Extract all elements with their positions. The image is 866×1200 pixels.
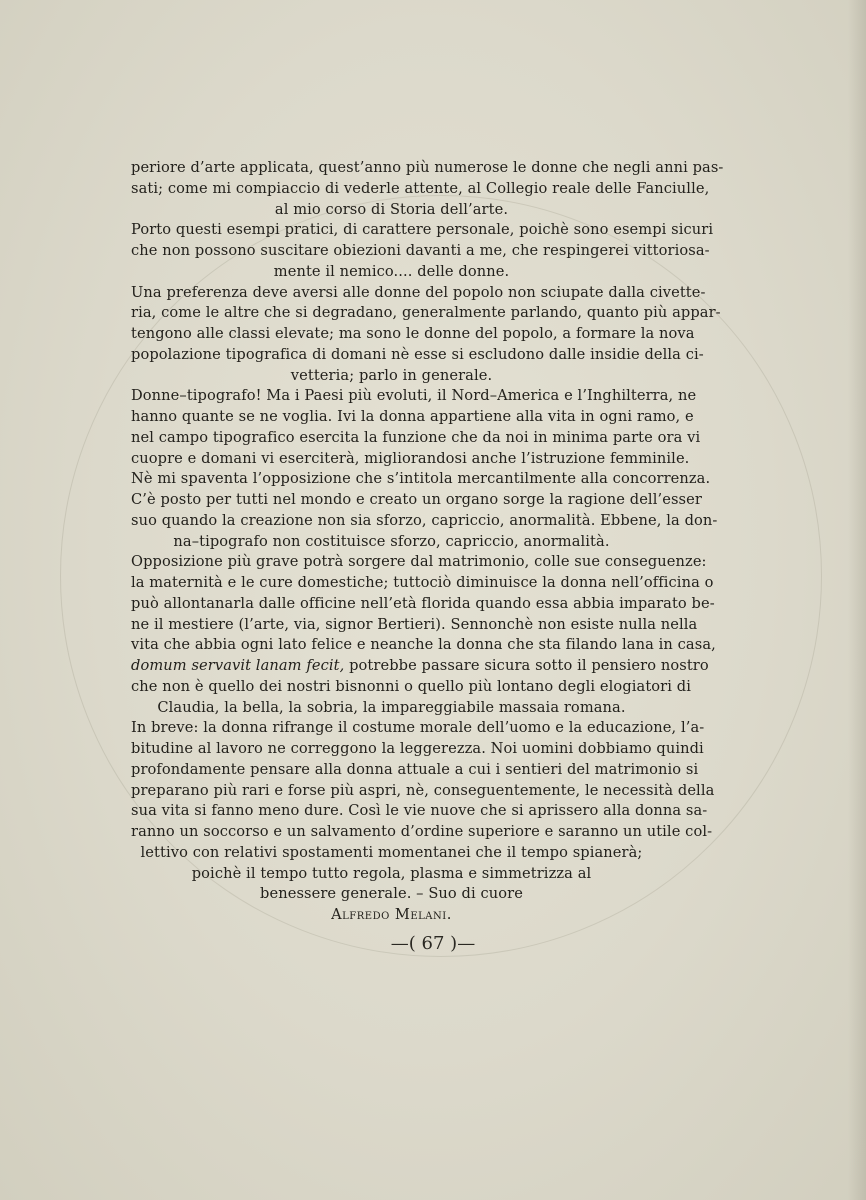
- text-line: In breve: la donna rifrange il costume morale dell’uomo e la educazione, l’a-: [131, 719, 705, 737]
- text-line: Claudia, la bella, la sobria, la impareggiabile massaia romana.: [157, 698, 626, 716]
- text-line: Una preferenza deve aversi alle donne del popolo non sciupate dalla civette-: [131, 283, 706, 301]
- text-line: lettivo con relativi spostamenti momentanei che il tempo spianerà;: [140, 843, 643, 861]
- text-line: bitudine al lavoro ne correggono la leggerezza. Noi uomini dobbiamo quindi: [131, 740, 704, 757]
- paragraph-7: [131, 718, 715, 926]
- paragraph-6: [131, 552, 716, 718]
- page-number: —( 67 )—: [390, 933, 476, 954]
- text-line: che non possono suscitare obiezioni davanti a me, che respingerei vittoriosa-: [131, 242, 710, 259]
- text-line: popolazione tipografica di domani nè esse si escludono dalle insidie della ci-: [131, 345, 704, 363]
- text-line: tengono alle classi elevate; ma sono le donne del popolo, a formare la nova: [131, 325, 695, 342]
- text-line: preparano più rari e forse più aspri, nè, conseguentemente, le necessità della: [131, 781, 715, 799]
- author-signature: Alfredo Melani.: [331, 906, 452, 923]
- text-line: cuopre e domani vi eserciterà, migliorandosi anche l’istruzione femminile.: [131, 449, 690, 467]
- paragraph-3: [131, 283, 721, 387]
- paragraph-1: [131, 158, 724, 220]
- text-line: hanno quante se ne voglia. Ivi la donna appartiene alla vita in ogni ramo, e: [131, 408, 694, 425]
- page-edge-shadow: [848, 0, 866, 1200]
- text-line: Nè mi spaventa l’opposizione che s’intitola mercantilmente alla concorrenza.: [131, 470, 711, 488]
- text-line: ranno un soccorso e un salvamento d’ordine superiore e saranno un utile col-: [131, 823, 713, 840]
- text-line: benessere generale. – Suo di cuore: [260, 885, 523, 903]
- text-line: suo quando la creazione non sia sforzo, capriccio, anormalità. Ebbene, la don-: [131, 511, 718, 529]
- latin-quote: domum servavit lanam fecit,: [131, 657, 345, 674]
- text-line: C’è posto per tutti nel mondo e creato un organo sorge la ragione dell’esser: [131, 491, 702, 508]
- text-line: poichè il tempo tutto regola, plasma e simmetrizza al: [191, 864, 592, 882]
- text-line: può allontanarla dalle officine nell’età florida quando essa abbia imparato be-: [131, 594, 715, 612]
- text-line: ne il mestiere (l’arte, via, signor Bertieri). Sennonchè non esiste nulla nella: [131, 615, 698, 633]
- text-line-with-latin-quote: [131, 656, 709, 677]
- text-line: Opposizione più grave potrà sorgere dal matrimonio, colle sue conseguenze:: [131, 553, 707, 571]
- text-line: che non è quello dei nostri bisnonni o quello più lontano degli elogiatori di: [131, 677, 691, 695]
- paragraph-5: [131, 469, 718, 552]
- text-fragment: potrebbe passare sicura sotto il pensiero nostro: [344, 657, 709, 674]
- text-line: Donne–tipografo! Ma i Paesi più evoluti, il Nord–America e l’Inghilterra, ne: [131, 387, 697, 405]
- text-line: profondamente pensare alla donna attuale a cui i sentieri del matrimonio si: [131, 760, 699, 778]
- text-line: vita che abbia ogni lato felice e neanche la donna che sta filando lana in casa,: [131, 636, 716, 654]
- text-line: mente il nemico.... delle donne.: [273, 262, 510, 280]
- paragraph-4: [131, 386, 701, 469]
- text-line: la maternità e le cure domestiche; tuttociò diminuisce la donna nell’officina o: [131, 574, 714, 591]
- text-line: sua vita si fanno meno dure. Così le vie nuove che si aprissero alla donna sa-: [131, 802, 708, 820]
- text-line: Porto questi esempi pratici, di carattere personale, poichè sono esempi sicuri: [131, 221, 714, 239]
- text-line: ria, come le altre che si degradano, generalmente parlando, quanto più appar-: [131, 304, 721, 322]
- text-line: nel campo tipografico esercita la funzione che da noi in minima parte ora vi: [131, 428, 701, 446]
- paragraph-2: [131, 220, 714, 282]
- body-text: [131, 158, 724, 926]
- text-line: na–tipografo non costituisce sforzo, capriccio, anormalità.: [173, 532, 610, 550]
- text-line: sati; come mi compiaccio di vederle attente, al Collegio reale delle Fanciulle,: [131, 179, 710, 197]
- text-line: vetteria; parlo in generale.: [290, 366, 493, 384]
- text-line: periore d’arte applicata, quest’anno più numerose le donne che negli anni pas-: [131, 159, 724, 176]
- text-line: al mio corso di Storia dell’arte.: [274, 200, 509, 218]
